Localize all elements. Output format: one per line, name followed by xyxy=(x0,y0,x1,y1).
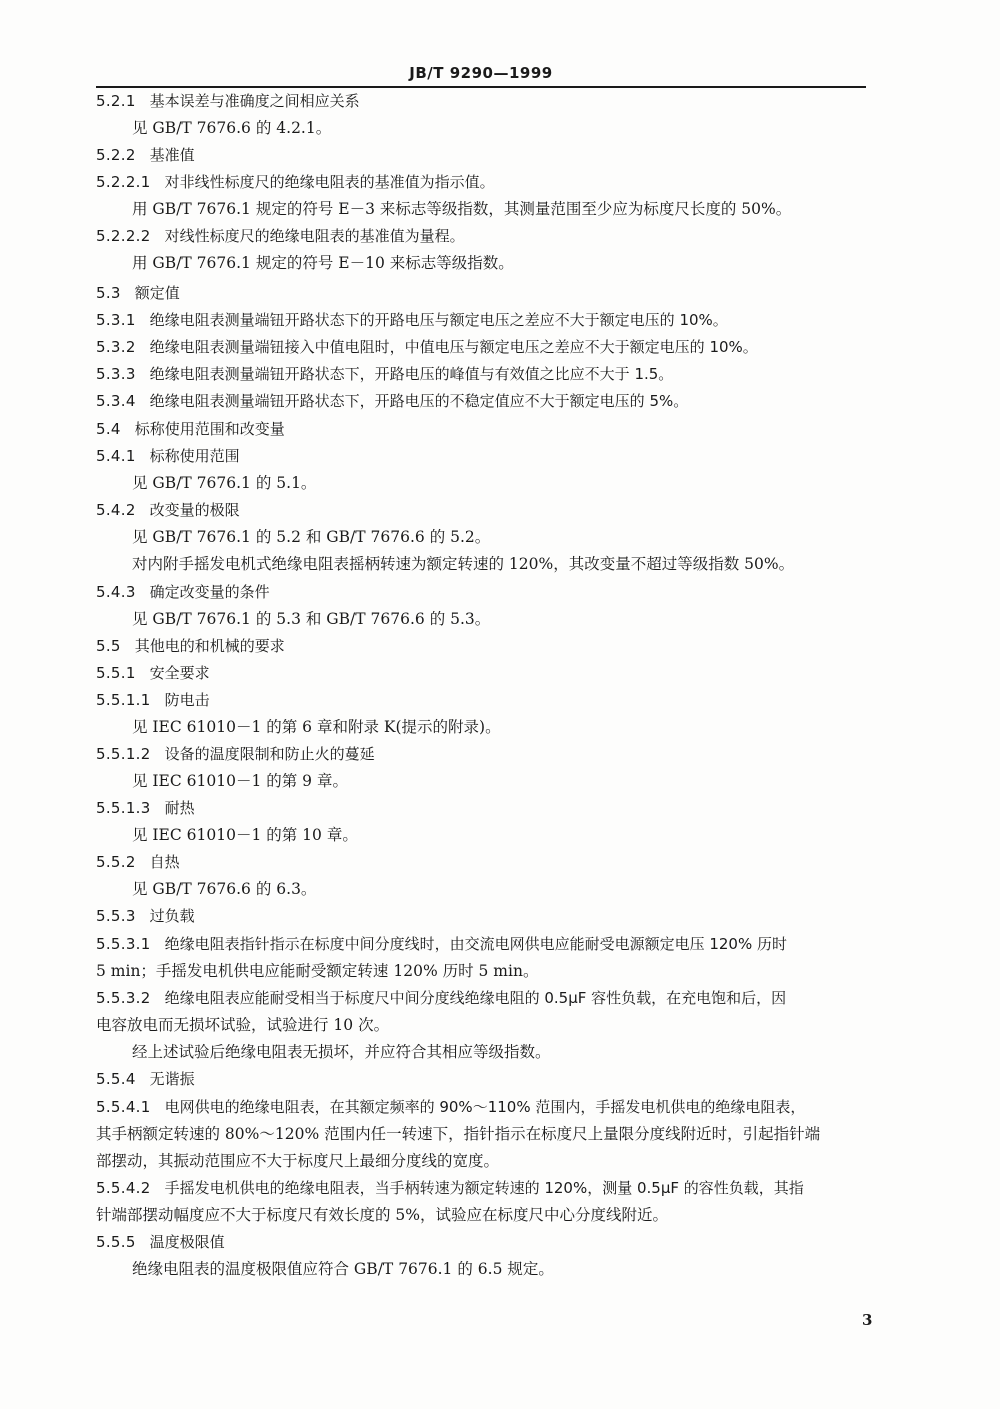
clause-heading: 5.2.2.1 对非线性标度尺的绝缘电阻表的基准值为指示值。 xyxy=(96,173,495,191)
page-number: 3 xyxy=(862,1311,873,1329)
page-header xyxy=(96,62,866,88)
clause-text: 经上述试验后绝缘电阻表无损坏，并应符合其相应等级指数。 xyxy=(132,1043,551,1061)
standard-code: JB/T 9290—1999 xyxy=(409,64,553,82)
clause-text: 见 GB/T 7676.1 的 5.2 和 GB/T 7676.6 的 5.2。 xyxy=(132,528,491,546)
clause-heading: 5.5.2 自热 xyxy=(96,853,180,871)
clause-text: 见 GB/T 7676.1 的 5.3 和 GB/T 7676.6 的 5.3。 xyxy=(132,610,491,628)
clause-heading: 5.3.3 绝缘电阻表测量端钮开路状态下，开路电压的峰值与有效值之比应不大于 1.5。 xyxy=(96,365,674,383)
clause-text: 5 min；手摇发电机供电应能耐受额定转速 120% 历时 5 min。 xyxy=(96,962,539,980)
clause-heading: 5.5.1.1 防电击 xyxy=(96,691,210,709)
clause-text: 用 GB/T 7676.1 规定的符号 E－3 来标志等级指数，其测量范围至少应为标度尺长度的 50%。 xyxy=(132,200,792,218)
clause-heading: 5.5.1.2 设备的温度限制和防止火的蔓延 xyxy=(96,745,375,763)
clause-heading: 5.5.4.1 电网供电的绝缘电阻表，在其额定频率的 90%～110% 范围内，手摇发电机供电的绝缘电阻表， xyxy=(96,1098,806,1116)
clause-heading: 5.5.5 温度极限值 xyxy=(96,1233,225,1251)
clause-heading: 5.3.4 绝缘电阻表测量端钮开路状态下，开路电压的不稳定值应不大于额定电压的 5%。 xyxy=(96,392,689,410)
clause-text: 见 GB/T 7676.6 的 6.3。 xyxy=(132,880,317,898)
clause-heading: 5.5.4 无谐振 xyxy=(96,1070,195,1088)
clause-text: 见 GB/T 7676.1 的 5.1。 xyxy=(132,474,317,492)
clause-heading: 5.5.3.2 绝缘电阻表应能耐受相当于标度尺中间分度线绝缘电阻的 0.5μF 容性负载，在充电饱和后，因 xyxy=(96,989,787,1007)
clause-heading: 5.4 标称使用范围和改变量 xyxy=(96,420,285,438)
clause-heading: 5.3.2 绝缘电阻表测量端钮接入中值电阻时，中值电压与额定电压之差应不大于额定电压的 10%。 xyxy=(96,338,758,356)
clause-heading: 5.3 额定值 xyxy=(96,284,180,302)
clause-text: 见 IEC 61010－1 的第 6 章和附录 K(提示的附录)。 xyxy=(132,718,501,736)
clause-text: 部摆动，其振动范围应不大于标度尺上最细分度线的宽度。 xyxy=(96,1152,500,1170)
clause-text: 电容放电而无损坏试验，试验进行 10 次。 xyxy=(96,1016,390,1034)
clause-heading: 5.5.4.2 手摇发电机供电的绝缘电阻表，当手柄转速为额定转速的 120%，测量 0.5μF 的容性负载，其指 xyxy=(96,1179,804,1197)
clause-text: 对内附手摇发电机式绝缘电阻表摇柄转速为额定转速的 120%，其改变量不超过等级指数 50%。 xyxy=(132,555,795,573)
clause-text: 针端部摆动幅度应不大于标度尺有效长度的 5%，试验应在标度尺中心分度线附近。 xyxy=(96,1206,669,1224)
clause-heading: 5.3.1 绝缘电阻表测量端钮开路状态下的开路电压与额定电压之差应不大于额定电压的 10%。 xyxy=(96,311,728,329)
clause-heading: 5.2.1 基本误差与准确度之间相应关系 xyxy=(96,92,360,110)
clause-heading: 5.2.2.2 对线性标度尺的绝缘电阻表的基准值为量程。 xyxy=(96,227,465,245)
clause-text: 其手柄额定转速的 80%～120% 范围内任一转速下，指针指示在标度尺上量限分度线附近时，引起指针端 xyxy=(96,1125,821,1143)
clause-heading: 5.4.2 改变量的极限 xyxy=(96,501,240,519)
clause-heading: 5.5.1 安全要求 xyxy=(96,664,210,682)
clause-heading: 5.4.1 标称使用范围 xyxy=(96,447,240,465)
clause-heading: 5.5.3 过负载 xyxy=(96,907,195,925)
clause-heading: 5.5.1.3 耐热 xyxy=(96,799,195,817)
clause-heading: 5.4.3 确定改变量的条件 xyxy=(96,583,270,601)
clause-text: 绝缘电阻表的温度极限值应符合 GB/T 7676.1 的 6.5 规定。 xyxy=(132,1260,554,1278)
clause-heading: 5.5 其他电的和机械的要求 xyxy=(96,637,285,655)
clause-text: 见 IEC 61010－1 的第 10 章。 xyxy=(132,826,358,844)
clause-text: 用 GB/T 7676.1 规定的符号 E－10 来标志等级指数。 xyxy=(132,254,514,272)
clause-heading: 5.2.2 基准值 xyxy=(96,146,195,164)
clause-heading: 5.5.3.1 绝缘电阻表指针指示在标度中间分度线时，由交流电网供电应能耐受电源额定电压 120% 历时 xyxy=(96,935,788,953)
clause-text: 见 GB/T 7676.6 的 4.2.1。 xyxy=(132,119,332,137)
clause-text: 见 IEC 61010－1 的第 9 章。 xyxy=(132,772,348,790)
